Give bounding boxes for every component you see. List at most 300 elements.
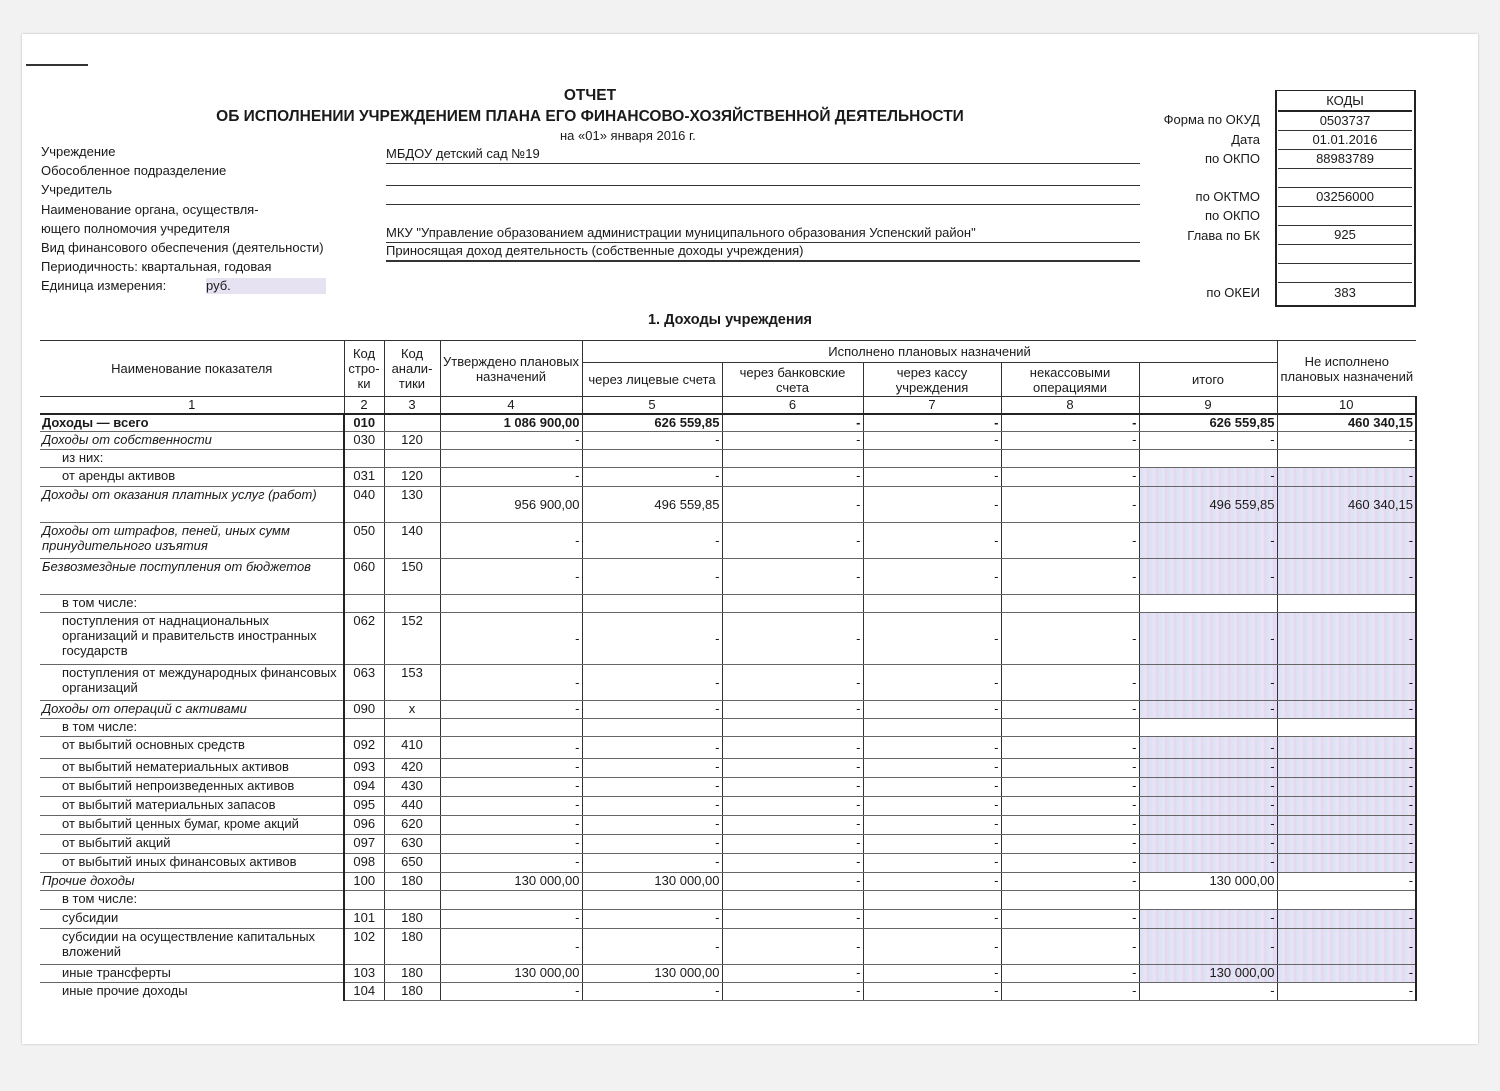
cell-c6: - — [722, 983, 863, 1001]
cell-c4: - — [440, 759, 582, 778]
cell-c6 — [722, 719, 863, 737]
value-finance-type: Приносящая доход деятельность (собственные доходы учреждения) — [386, 243, 1140, 262]
cell-c10: - — [1277, 613, 1416, 665]
cell-c5: - — [582, 468, 722, 487]
cell-c9: 626 559,85 — [1139, 414, 1277, 432]
cell-c6 — [722, 595, 863, 613]
cell-c9: - — [1139, 432, 1277, 450]
cell-c7: - — [863, 523, 1001, 559]
cell-c8: - — [1001, 432, 1139, 450]
col-num: 4 — [440, 397, 582, 414]
cell-c7: - — [863, 487, 1001, 523]
cell-anal: 180 — [384, 910, 440, 929]
cell-c7: - — [863, 965, 1001, 983]
row-name: поступления от наднациональных организаций и правительств иностранных государств — [40, 613, 344, 665]
cell-c8: - — [1001, 816, 1139, 835]
cell-c5 — [582, 595, 722, 613]
cell-c6: - — [722, 523, 863, 559]
cell-c10 — [1277, 719, 1416, 737]
label-bk: Глава по БК — [1187, 228, 1260, 243]
code-okpo: 88983789 — [1278, 150, 1412, 169]
cell-c4: 956 900,00 — [440, 487, 582, 523]
cell-c7: - — [863, 797, 1001, 816]
cell-anal: 180 — [384, 873, 440, 891]
cell-c10: - — [1277, 910, 1416, 929]
cell-code — [344, 595, 384, 613]
cell-c9: 130 000,00 — [1139, 873, 1277, 891]
cell-c8: - — [1001, 487, 1139, 523]
cell-c8: - — [1001, 759, 1139, 778]
cell-c8: - — [1001, 468, 1139, 487]
cell-c6: - — [722, 613, 863, 665]
th-executed: Исполнено плановых назначений — [582, 341, 1277, 363]
cell-anal: 140 — [384, 523, 440, 559]
cell-c9 — [1139, 450, 1277, 468]
cell-code — [344, 450, 384, 468]
cell-c9: - — [1139, 854, 1277, 873]
cell-c7: - — [863, 835, 1001, 854]
row-name: поступления от международных финансовых организаций — [40, 665, 344, 701]
th-not-executed: Не исполнено плановых назначений — [1277, 341, 1416, 397]
cell-c5: - — [582, 854, 722, 873]
cell-c5: - — [582, 701, 722, 719]
row-name: Прочие доходы — [40, 873, 344, 891]
cell-c9 — [1139, 595, 1277, 613]
cell-c8: - — [1001, 983, 1139, 1001]
col-num: 10 — [1277, 397, 1416, 414]
cell-c7: - — [863, 665, 1001, 701]
table-row — [40, 432, 1416, 450]
report-date: на «01» января 2016 г. — [560, 128, 696, 143]
cell-c5: 130 000,00 — [582, 873, 722, 891]
value-authority: МКУ "Управление образованием администрации муниципального образования Успенский район" — [386, 225, 1140, 243]
cell-c9: - — [1139, 835, 1277, 854]
report-title: ОТЧЕТ — [563, 87, 617, 104]
line-subdivision — [386, 185, 1140, 186]
label-okei: по ОКЕИ — [1206, 285, 1260, 300]
cell-c8: - — [1001, 701, 1139, 719]
table-row — [40, 414, 1416, 432]
cell-c9: - — [1139, 778, 1277, 797]
cell-c8: - — [1001, 778, 1139, 797]
cell-c6: - — [722, 816, 863, 835]
cell-c7: - — [863, 816, 1001, 835]
row-name: от выбытий ценных бумаг, кроме акций — [40, 816, 344, 835]
cell-c9: - — [1139, 983, 1277, 1001]
row-name: Безвозмездные поступления от бюджетов — [40, 559, 344, 595]
cell-code: 103 — [344, 965, 384, 983]
cell-c9: - — [1139, 759, 1277, 778]
cell-c7: - — [863, 854, 1001, 873]
cell-code: 010 — [344, 414, 384, 432]
cell-c10: 460 340,15 — [1277, 414, 1416, 432]
cell-c5 — [582, 719, 722, 737]
cell-code — [344, 891, 384, 910]
row-name: в том числе: — [40, 719, 344, 737]
cell-c4: - — [440, 854, 582, 873]
label-okpo-2: по ОКПО — [1204, 208, 1260, 223]
cell-c4: - — [440, 432, 582, 450]
cell-c8: - — [1001, 873, 1139, 891]
table-row — [40, 778, 1416, 797]
label-okpo: по ОКПО — [1204, 151, 1260, 166]
cell-code: 097 — [344, 835, 384, 854]
cell-c7 — [863, 450, 1001, 468]
cell-c5: - — [582, 910, 722, 929]
cell-code: 101 — [344, 910, 384, 929]
label-subdivision: Обособленное подразделение — [41, 163, 227, 178]
cell-c6: - — [722, 778, 863, 797]
corner-mark — [26, 64, 88, 66]
cell-c9 — [1139, 719, 1277, 737]
code-okud: 0503737 — [1278, 112, 1412, 131]
cell-c10: - — [1277, 873, 1416, 891]
cell-c4: - — [440, 816, 582, 835]
cell-anal: х — [384, 701, 440, 719]
table-row — [40, 559, 1416, 595]
table-row — [40, 450, 1416, 468]
cell-c10: - — [1277, 778, 1416, 797]
cell-c7: - — [863, 778, 1001, 797]
cell-c10: - — [1277, 929, 1416, 965]
cell-c9: - — [1139, 910, 1277, 929]
cell-c5: - — [582, 929, 722, 965]
table-row — [40, 759, 1416, 778]
cell-anal: 430 — [384, 778, 440, 797]
cell-anal: 630 — [384, 835, 440, 854]
row-name: иные прочие доходы — [40, 983, 344, 1001]
cell-c5: - — [582, 432, 722, 450]
cell-code: 063 — [344, 665, 384, 701]
cell-code: 095 — [344, 797, 384, 816]
table-row — [40, 797, 1416, 816]
cell-c8 — [1001, 719, 1139, 737]
row-name: Доходы — всего — [40, 414, 344, 432]
code-oktmo: 03256000 — [1278, 188, 1412, 207]
cell-code: 062 — [344, 613, 384, 665]
table-row — [40, 613, 1416, 665]
label-oktmo: по ОКТМО — [1195, 189, 1260, 204]
cell-c5: - — [582, 737, 722, 759]
cell-c8: - — [1001, 854, 1139, 873]
label-institution: Учреждение — [41, 144, 116, 159]
cell-c8: - — [1001, 910, 1139, 929]
code-date: 01.01.2016 — [1278, 131, 1412, 150]
cell-c9: - — [1139, 816, 1277, 835]
cell-c9: - — [1139, 737, 1277, 759]
row-name: Доходы от собственности — [40, 432, 344, 450]
cell-c10: 460 340,15 — [1277, 487, 1416, 523]
row-name: Доходы от штрафов, пеней, иных сумм принудительного изъятия — [40, 523, 344, 559]
cell-c8: - — [1001, 523, 1139, 559]
cell-c9: - — [1139, 797, 1277, 816]
cell-c10 — [1277, 595, 1416, 613]
cell-c9: 496 559,85 — [1139, 487, 1277, 523]
cell-anal — [384, 595, 440, 613]
row-name: Доходы от оказания платных услуг (работ) — [40, 487, 344, 523]
cell-anal: 440 — [384, 797, 440, 816]
table-row — [40, 891, 1416, 910]
table-row — [40, 873, 1416, 891]
cell-c8: - — [1001, 835, 1139, 854]
cell-c7: - — [863, 432, 1001, 450]
line-founder — [386, 204, 1140, 205]
cell-code: 096 — [344, 816, 384, 835]
label-authority-2: ющего полномочия учредителя — [41, 221, 230, 236]
row-name: от аренды активов — [40, 468, 344, 487]
cell-c7: - — [863, 701, 1001, 719]
th-via-cash: через кассу учреждения — [863, 363, 1001, 397]
cell-anal: 180 — [384, 929, 440, 965]
row-name: субсидии — [40, 910, 344, 929]
cell-c4: - — [440, 523, 582, 559]
cell-c6: - — [722, 559, 863, 595]
label-periodicity: Периодичность: квартальная, годовая — [41, 259, 272, 274]
row-name: Доходы от операций с активами — [40, 701, 344, 719]
code-empty-3 — [1278, 264, 1412, 283]
label-date: Дата — [1231, 132, 1260, 147]
cell-c9: - — [1139, 613, 1277, 665]
cell-c5: - — [582, 613, 722, 665]
cell-c6: - — [722, 468, 863, 487]
cell-c8 — [1001, 450, 1139, 468]
label-founder: Учредитель — [41, 182, 113, 197]
cell-c4: - — [440, 835, 582, 854]
cell-c10: - — [1277, 965, 1416, 983]
cell-c10 — [1277, 450, 1416, 468]
section-title: 1. Доходы учреждения — [647, 312, 812, 328]
table-row — [40, 523, 1416, 559]
label-authority-1: Наименование органа, осуществля- — [41, 202, 259, 217]
row-name: из них: — [40, 450, 344, 468]
table-row — [40, 468, 1416, 487]
cell-code: 093 — [344, 759, 384, 778]
row-name: от выбытий материальных запасов — [40, 797, 344, 816]
cell-c10: - — [1277, 854, 1416, 873]
cell-c10: - — [1277, 983, 1416, 1001]
cell-c7 — [863, 719, 1001, 737]
cell-code — [344, 719, 384, 737]
th-via-personal: через лицевые счета — [582, 363, 722, 397]
cell-c6 — [722, 891, 863, 910]
cell-c10: - — [1277, 701, 1416, 719]
cell-anal — [384, 719, 440, 737]
cell-c5: - — [582, 523, 722, 559]
cell-c7 — [863, 595, 1001, 613]
th-total: итого — [1139, 363, 1277, 397]
cell-code: 031 — [344, 468, 384, 487]
cell-c4 — [440, 891, 582, 910]
row-name: от выбытий нематериальных активов — [40, 759, 344, 778]
th-code-anal: Код анали- тики — [384, 341, 440, 397]
cell-anal: 650 — [384, 854, 440, 873]
cell-anal: 410 — [384, 737, 440, 759]
cell-c4: - — [440, 559, 582, 595]
label-okud: Форма по ОКУД — [1163, 112, 1260, 127]
table-row — [40, 910, 1416, 929]
table-row — [40, 835, 1416, 854]
cell-code: 060 — [344, 559, 384, 595]
cell-c10: - — [1277, 737, 1416, 759]
cell-c9: - — [1139, 468, 1277, 487]
cell-c4: 1 086 900,00 — [440, 414, 582, 432]
cell-c4: - — [440, 983, 582, 1001]
cell-c6: - — [722, 873, 863, 891]
cell-c4: 130 000,00 — [440, 965, 582, 983]
table-body — [40, 414, 1416, 1001]
cell-c4: - — [440, 797, 582, 816]
cell-c4 — [440, 450, 582, 468]
cell-code: 030 — [344, 432, 384, 450]
cell-c5 — [582, 450, 722, 468]
cell-c10: - — [1277, 559, 1416, 595]
column-numbers-row — [40, 397, 1416, 414]
table-row — [40, 816, 1416, 835]
cell-c10: - — [1277, 665, 1416, 701]
row-name: от выбытий акций — [40, 835, 344, 854]
row-name: от выбытий основных средств — [40, 737, 344, 759]
table-row — [40, 487, 1416, 523]
cell-code: 104 — [344, 983, 384, 1001]
cell-c9: - — [1139, 665, 1277, 701]
th-code-row: Код стро- ки — [344, 341, 384, 397]
report-subtitle: ОБ ИСПОЛНЕНИИ УЧРЕЖДЕНИЕМ ПЛАНА ЕГО ФИНАНСОВО-ХОЗЯЙСТВЕННОЙ ДЕЯТЕЛЬНОСТИ — [216, 108, 964, 125]
cell-anal — [384, 450, 440, 468]
cell-c6: - — [722, 487, 863, 523]
th-via-bank: через банковские счета — [722, 363, 863, 397]
cell-c9: - — [1139, 559, 1277, 595]
cell-code: 092 — [344, 737, 384, 759]
table-row — [40, 719, 1416, 737]
cell-c5: 130 000,00 — [582, 965, 722, 983]
cell-c7: - — [863, 613, 1001, 665]
cell-anal — [384, 414, 440, 432]
table-row — [40, 965, 1416, 983]
cell-anal: 130 — [384, 487, 440, 523]
cell-c5: - — [582, 797, 722, 816]
cell-code: 102 — [344, 929, 384, 965]
cell-c8: - — [1001, 414, 1139, 432]
cell-code: 040 — [344, 487, 384, 523]
code-empty-2 — [1278, 245, 1412, 264]
cell-c8 — [1001, 595, 1139, 613]
cell-c6: - — [722, 432, 863, 450]
cell-c4 — [440, 595, 582, 613]
row-name: от выбытий иных финансовых активов — [40, 854, 344, 873]
cell-c6: - — [722, 665, 863, 701]
cell-c4: - — [440, 665, 582, 701]
cell-code: 050 — [344, 523, 384, 559]
row-name: в том числе: — [40, 595, 344, 613]
cell-c5: - — [582, 816, 722, 835]
cell-c7: - — [863, 983, 1001, 1001]
cell-c10: - — [1277, 468, 1416, 487]
col-num: 3 — [384, 397, 440, 414]
col-num: 9 — [1139, 397, 1277, 414]
cell-c10: - — [1277, 797, 1416, 816]
unit-value: руб. — [206, 278, 326, 294]
cell-code: 100 — [344, 873, 384, 891]
cell-anal: 153 — [384, 665, 440, 701]
cell-anal — [384, 891, 440, 910]
cell-code: 090 — [344, 701, 384, 719]
cell-c10 — [1277, 891, 1416, 910]
cell-c7: - — [863, 468, 1001, 487]
cell-c7: - — [863, 759, 1001, 778]
cell-c5: - — [582, 665, 722, 701]
cell-c8: - — [1001, 737, 1139, 759]
cell-c6: - — [722, 854, 863, 873]
col-num: 2 — [344, 397, 384, 414]
cell-c5: - — [582, 778, 722, 797]
row-name: иные трансферты — [40, 965, 344, 983]
cell-c5: - — [582, 759, 722, 778]
cell-c5 — [582, 891, 722, 910]
cell-code: 094 — [344, 778, 384, 797]
income-table — [40, 340, 1417, 1001]
cell-c5: 626 559,85 — [582, 414, 722, 432]
cell-c7: - — [863, 929, 1001, 965]
cell-c7: - — [863, 414, 1001, 432]
row-name: субсидии на осуществление капитальных вложений — [40, 929, 344, 965]
cell-c9: - — [1139, 929, 1277, 965]
cell-c6: - — [722, 701, 863, 719]
cell-c5: - — [582, 835, 722, 854]
cell-c5: 496 559,85 — [582, 487, 722, 523]
col-num: 5 — [582, 397, 722, 414]
cell-c4: - — [440, 929, 582, 965]
cell-c9: - — [1139, 701, 1277, 719]
cell-c8: - — [1001, 559, 1139, 595]
col-num: 6 — [722, 397, 863, 414]
cell-c6 — [722, 450, 863, 468]
cell-anal: 120 — [384, 432, 440, 450]
table-row — [40, 665, 1416, 701]
cell-c10: - — [1277, 759, 1416, 778]
cell-anal: 420 — [384, 759, 440, 778]
cell-anal: 180 — [384, 965, 440, 983]
codes-title: КОДЫ — [1278, 92, 1412, 112]
table-row — [40, 983, 1416, 1001]
cell-c9 — [1139, 891, 1277, 910]
value-institution: МБДОУ детский сад №19 — [386, 146, 1140, 164]
code-okei: 383 — [1334, 285, 1356, 300]
cell-c5: - — [582, 983, 722, 1001]
cell-anal: 180 — [384, 983, 440, 1001]
cell-c7 — [863, 891, 1001, 910]
cell-c7: - — [863, 910, 1001, 929]
label-unit: Единица измерения: — [41, 278, 167, 293]
cell-c6: - — [722, 737, 863, 759]
col-num: 8 — [1001, 397, 1139, 414]
cell-c4: - — [440, 778, 582, 797]
cell-c4: - — [440, 910, 582, 929]
cell-c8 — [1001, 891, 1139, 910]
cell-c6: - — [722, 965, 863, 983]
cell-anal: 150 — [384, 559, 440, 595]
table-row — [40, 854, 1416, 873]
cell-c5: - — [582, 559, 722, 595]
col-num: 1 — [40, 397, 344, 414]
cell-c6: - — [722, 797, 863, 816]
cell-c8: - — [1001, 665, 1139, 701]
cell-c10: - — [1277, 835, 1416, 854]
cell-c7: - — [863, 559, 1001, 595]
cell-c10: - — [1277, 432, 1416, 450]
col-num: 7 — [863, 397, 1001, 414]
code-empty-1 — [1278, 169, 1412, 188]
table-row — [40, 737, 1416, 759]
